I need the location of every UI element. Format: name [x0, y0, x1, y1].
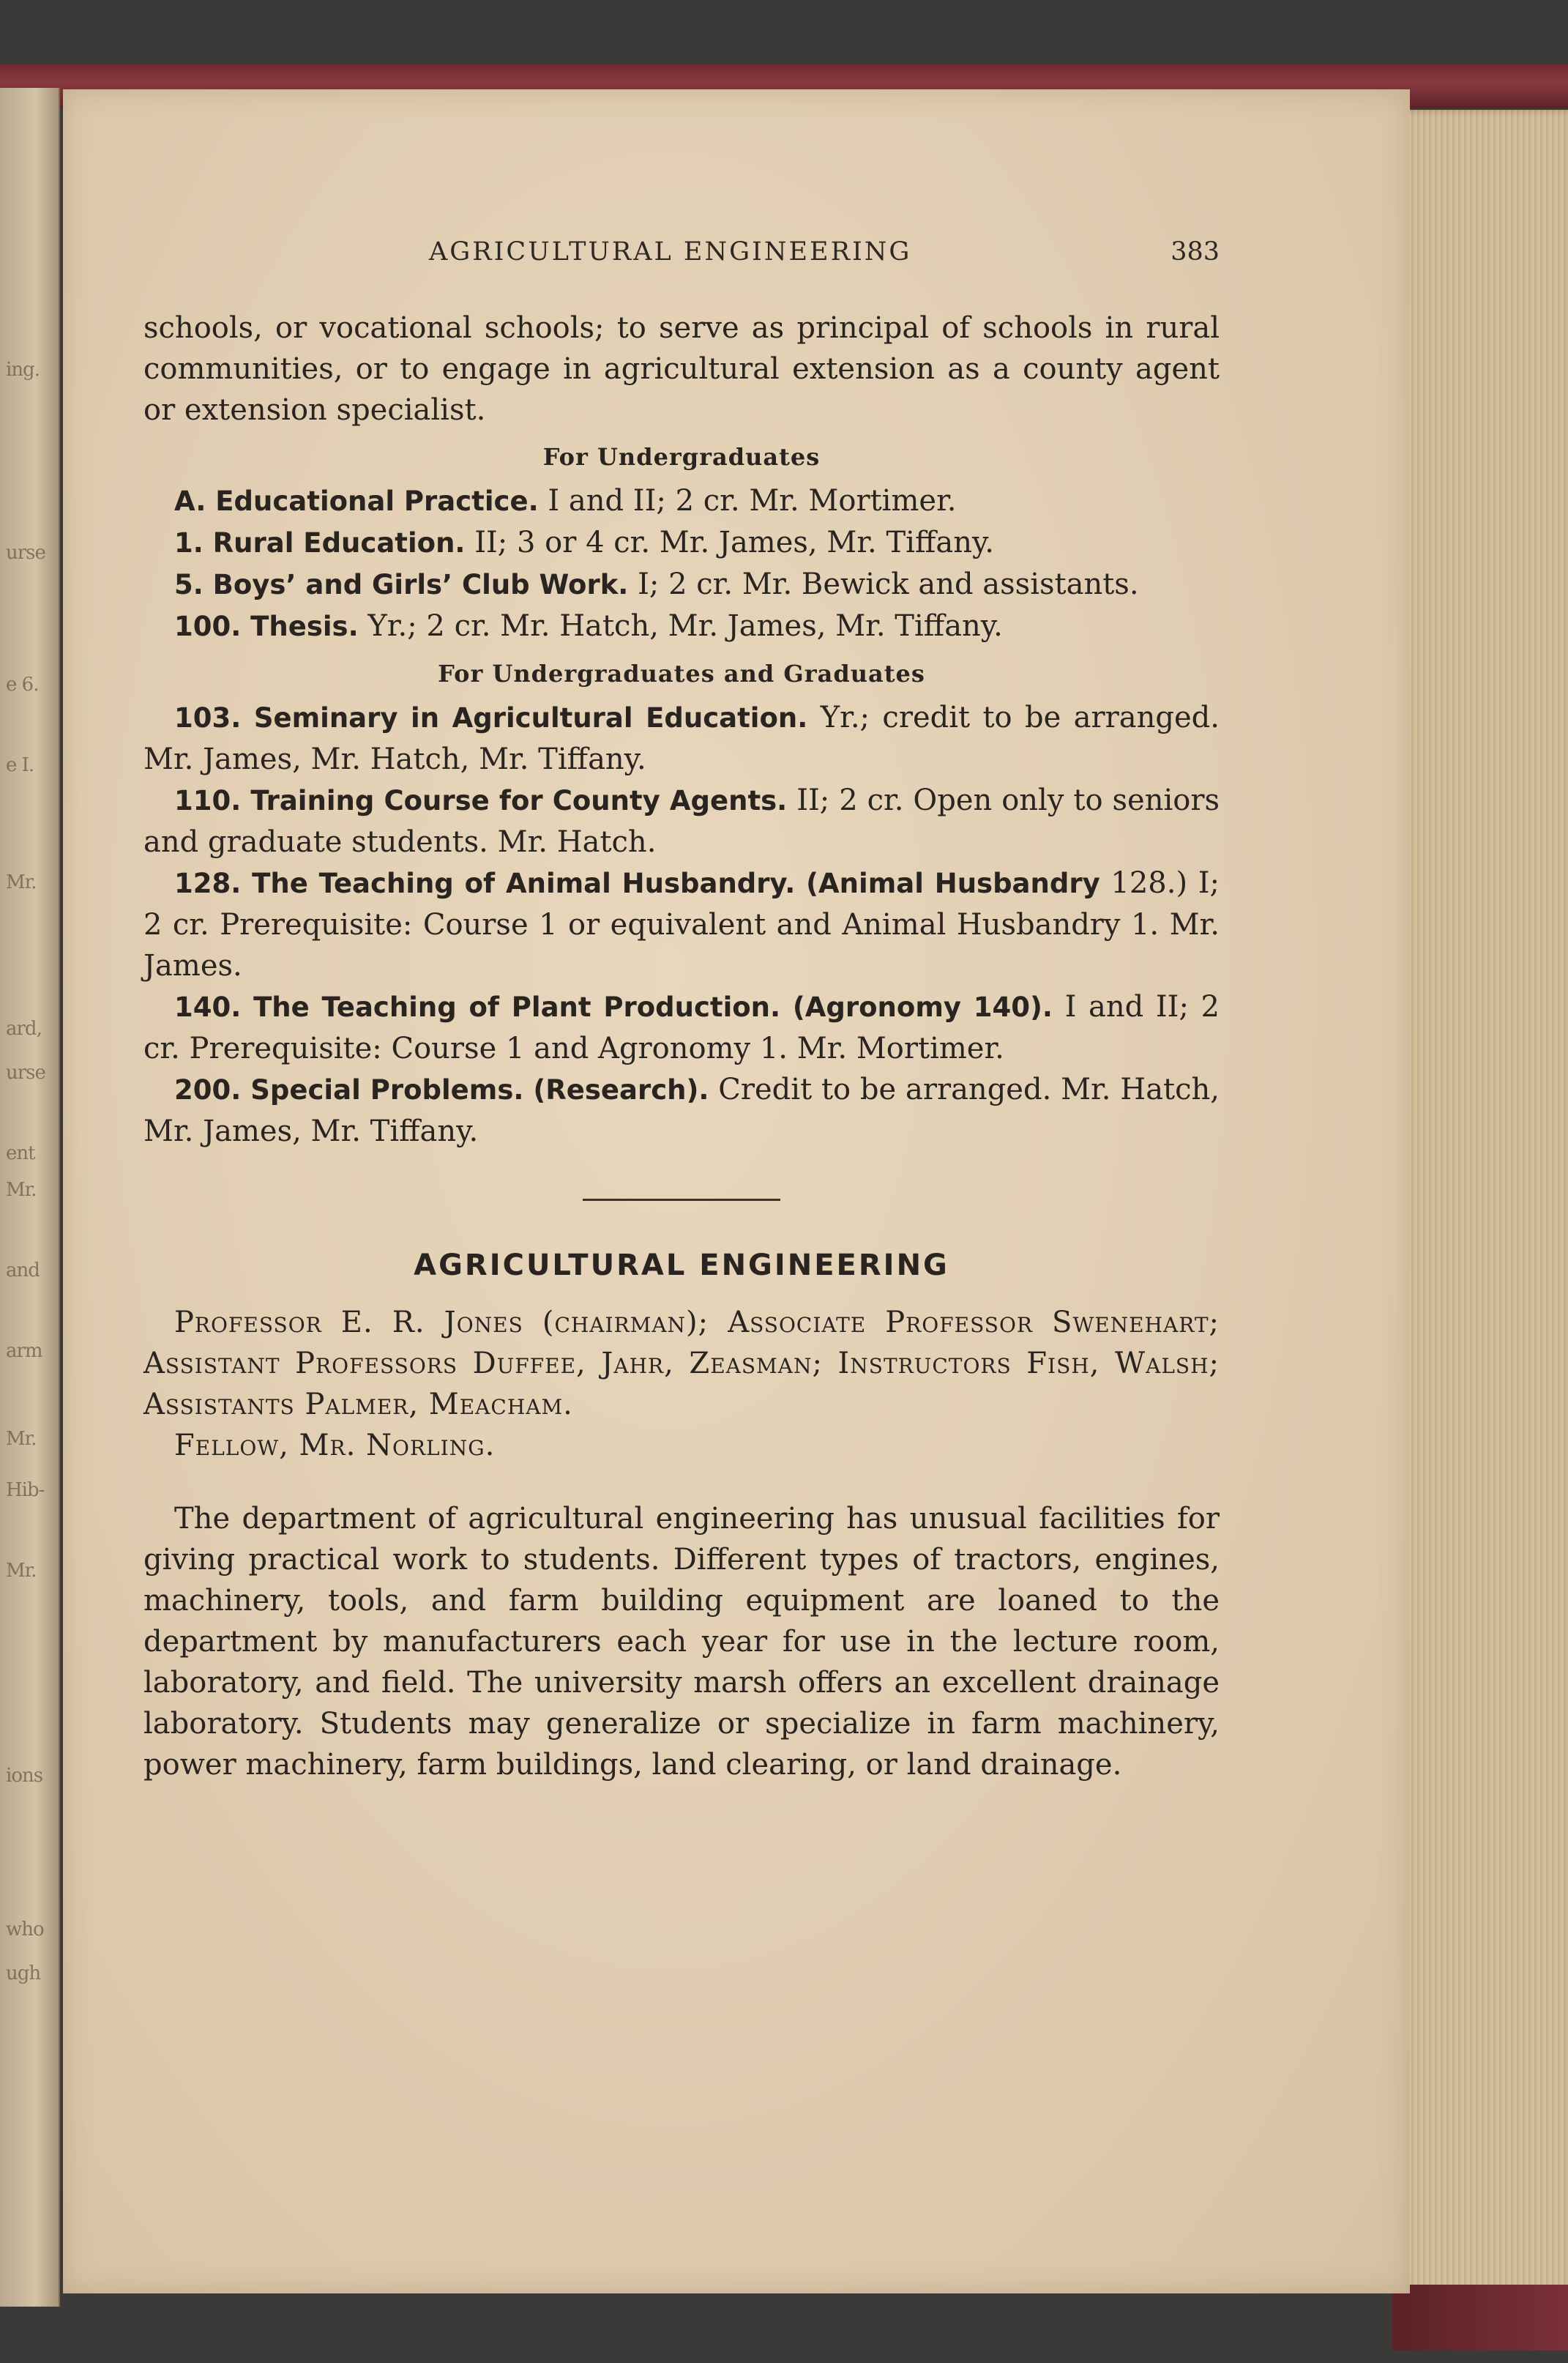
- facing-page-edge: [0, 88, 60, 2307]
- running-head: AGRICULTURAL ENGINEERING: [429, 237, 912, 267]
- page-header: [143, 237, 1220, 269]
- course-title: 128. The Teaching of Animal Husbandry. (Animal Husbandry: [174, 868, 1100, 899]
- course-detail: I and II; 2 cr. Prerequisite: Course 1 and Agronomy 1. Mr. Mortimer.: [143, 990, 1220, 1065]
- department-title: AGRICULTURAL ENGINEERING: [414, 1249, 949, 1282]
- facing-page-fragment: urse: [6, 1062, 45, 1084]
- course-detail: I; 2 cr. Mr. Bewick and assistants.: [638, 568, 1139, 601]
- course-title: A. Educational Practice.: [174, 485, 539, 517]
- course-entry: [143, 1069, 1220, 1152]
- facing-page-fragment: e I.: [6, 754, 34, 776]
- facing-page-fragment: Mr.: [6, 871, 37, 893]
- facing-page-fragment: ions: [6, 1765, 43, 1787]
- facing-page-fragment: Hib-: [6, 1479, 45, 1501]
- course-entry: [143, 780, 1220, 863]
- course-entry: [143, 986, 1220, 1069]
- course-title: 110. Training Course for County Agents.: [174, 785, 788, 816]
- facing-page-fragment: ent: [6, 1142, 35, 1164]
- page-number: 383: [1171, 237, 1220, 267]
- facing-page-fragment: e 6.: [6, 674, 39, 696]
- facing-page-fragment: who: [6, 1919, 44, 1940]
- course-title: 1. Rural Education.: [174, 527, 466, 559]
- course-entry: [143, 480, 1220, 522]
- course-detail: Credit to be arranged. Mr. Hatch, Mr. James, Mr. Tiffany.: [143, 1073, 1220, 1148]
- facing-page-fragment: ugh: [6, 1962, 41, 1984]
- department-staff: Professor E. R. Jones (chairman); Associate Professor Swenehart; Assistant Professors Duffee, Jahr, Zeasman; Instructors Fish, Walsh; Assistants Palmer, Meacham.: [143, 1306, 1220, 1421]
- department-description: The department of agricultural engineering has unusual facilities for giving practical work to students. Different types of tractors, engines, machinery, tools, and farm building equipment are loaned to the department by manufacturers each year for use in the lecture room, laboratory, and field. The university marsh offers an excellent drainage laboratory. Students may generalize or specialize in farm machinery, power machinery, farm buildings, land clearing, or land drainage.: [143, 1502, 1220, 1782]
- course-entry: [143, 697, 1220, 780]
- course-detail: I and II; 2 cr. Mr. Mortimer.: [548, 484, 957, 518]
- course-entry: [143, 606, 1220, 647]
- course-detail: II; 2 cr. Open only to seniors and graduate students. Mr. Hatch.: [143, 784, 1220, 859]
- course-entry: [143, 863, 1220, 986]
- page-block-edges: [1391, 110, 1568, 2292]
- course-entry: [143, 564, 1220, 606]
- facing-page-fragment: urse: [6, 542, 45, 564]
- course-title: 100. Thesis.: [174, 611, 359, 642]
- section-divider: [583, 1199, 780, 1201]
- facing-page-fragment: ard,: [6, 1018, 42, 1040]
- section-heading: For Undergraduates: [542, 443, 821, 471]
- facing-page-fragment: Mr.: [6, 1179, 37, 1201]
- book-cover-bottom-corner: [1392, 2285, 1568, 2351]
- course-detail: Yr.; 2 cr. Mr. Hatch, Mr. James, Mr. Tiffany.: [367, 609, 1003, 643]
- section-heading: For Undergraduates and Graduates: [438, 660, 925, 688]
- course-title: 103. Seminary in Agricultural Education.: [174, 702, 808, 734]
- facing-page-fragment: arm: [6, 1340, 42, 1362]
- intro-paragraph: schools, or vocational schools; to serve as principal of schools in rural communities, or to engage in agricultural extension as a county agent or extension specialist.: [143, 311, 1220, 427]
- facing-page-fragment: ing.: [6, 359, 40, 381]
- facing-page-fragment: Mr.: [6, 1428, 37, 1450]
- course-detail: II; 3 or 4 cr. Mr. James, Mr. Tiffany.: [474, 526, 994, 559]
- course-entry: [143, 522, 1220, 564]
- course-title: 140. The Teaching of Plant Production. (Agronomy 140).: [174, 991, 1053, 1023]
- course-title: 5. Boys’ and Girls’ Club Work.: [174, 569, 629, 600]
- page-body: [143, 308, 1220, 1785]
- course-title: 200. Special Problems. (Research).: [174, 1074, 709, 1106]
- department-fellow: Fellow, Mr. Norling.: [174, 1429, 496, 1462]
- course-detail: Yr.; credit to be arranged. Mr. James, Mr. Hatch, Mr. Tiffany.: [143, 701, 1220, 776]
- facing-page-fragment: and: [6, 1259, 40, 1281]
- course-detail: 128.) I; 2 cr. Prerequisite: Course 1 or equivalent and Animal Husbandry 1. Mr. James.: [143, 866, 1220, 983]
- paragraph-gap: [143, 1466, 1220, 1498]
- facing-page-fragment: Mr.: [6, 1560, 37, 1582]
